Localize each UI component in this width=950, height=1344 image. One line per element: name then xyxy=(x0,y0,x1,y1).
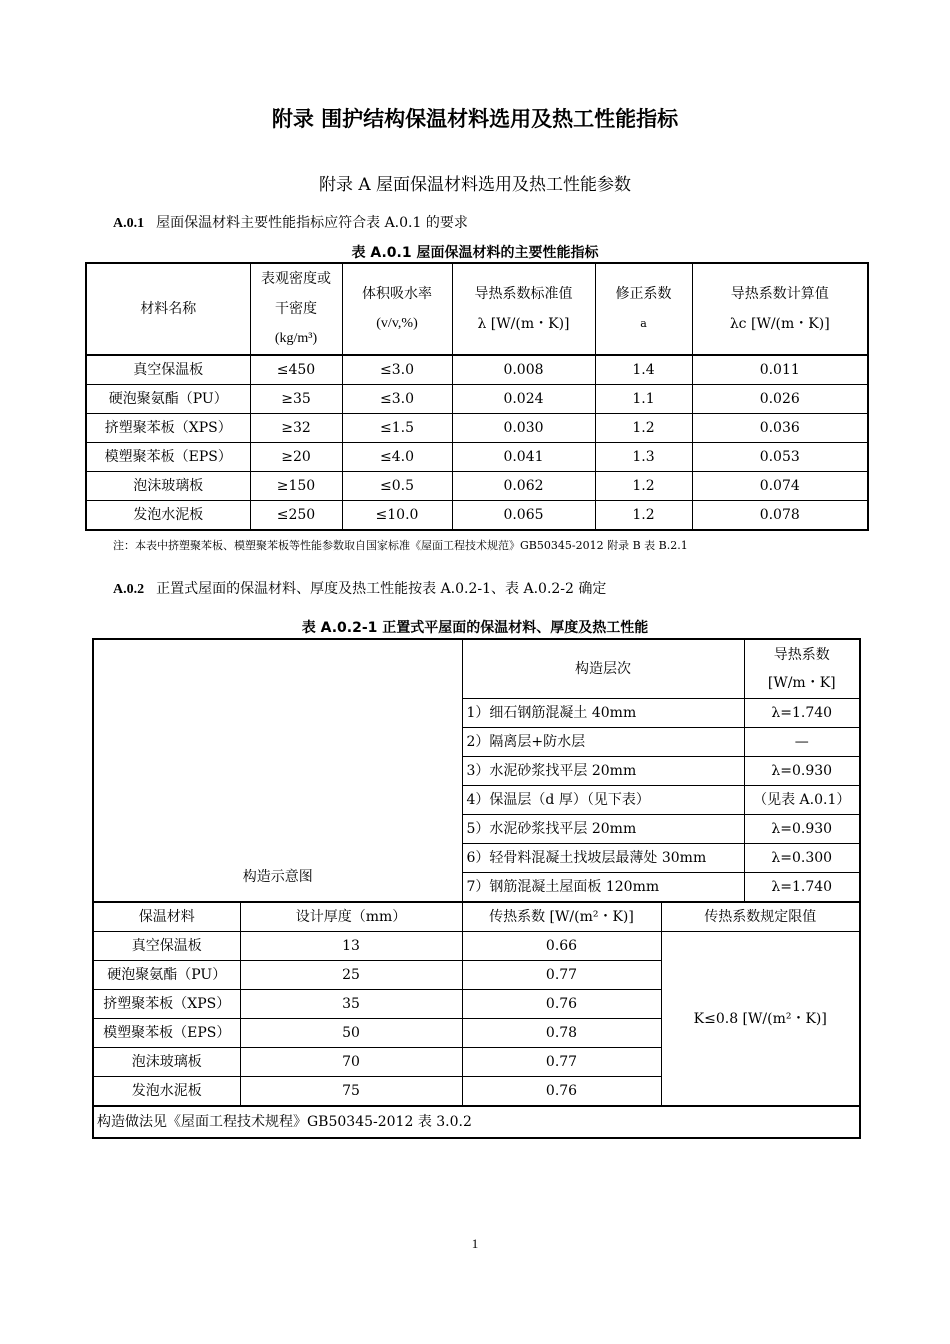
header-density-line1: 表观密度或 xyxy=(261,271,331,287)
cell-calc: 0.078 xyxy=(692,501,868,531)
cell-u-value: 0.78 xyxy=(462,1019,661,1048)
header-water-line1: 体积吸水率 xyxy=(362,286,432,302)
header-u-value: 传热系数 [W/(m²・K)] xyxy=(462,902,661,932)
layer-name: 7）钢筋混凝土屋面板 120mm xyxy=(462,873,744,903)
table2-footer: 构造做法见《屋面工程技术规程》GB50345-2012 表 3.0.2 xyxy=(93,1106,860,1138)
cell-material: 真空保温板 xyxy=(93,932,240,961)
layer-conductivity: λ=1.740 xyxy=(744,699,860,728)
cell-thickness: 13 xyxy=(240,932,462,961)
header-density xyxy=(250,263,342,355)
header-std-line1: 导热系数标准值 xyxy=(474,286,573,302)
header-material-name: 材料名称 xyxy=(86,263,250,355)
header-density-line3: (kg/m³) xyxy=(274,331,318,346)
cell-u-value: 0.77 xyxy=(462,961,661,990)
table1-header-row xyxy=(86,263,868,355)
layer-name: 2）隔离层+防水层 xyxy=(462,728,744,757)
header-thickness: 设计厚度（mm） xyxy=(240,902,462,932)
table-row xyxy=(86,443,868,472)
header-corr-line1: 修正系数 xyxy=(615,286,672,302)
table2-footer-row xyxy=(93,1106,860,1138)
header-conductivity-calculated xyxy=(692,263,868,355)
cell-std: 0.062 xyxy=(452,472,595,501)
cell-material: 挤塑聚苯板（XPS） xyxy=(93,990,240,1019)
header-k-line2: [W/m・K] xyxy=(767,675,836,691)
table-row xyxy=(86,472,868,501)
appendix-subtitle: 附录 A 屋面保温材料选用及热工性能参数 xyxy=(318,175,632,195)
cell-material: 硬泡聚氨酯（PU） xyxy=(86,385,250,414)
cell-std: 0.041 xyxy=(452,443,595,472)
layer-conductivity: （见表 A.0.1） xyxy=(744,786,860,815)
cell-thickness: 50 xyxy=(240,1019,462,1048)
cell-corr: 1.3 xyxy=(595,443,692,472)
section-text: 屋面保温材料主要性能指标应符合表 A.0.1 的要求 xyxy=(156,215,468,231)
cell-water: ≤4.0 xyxy=(342,443,452,472)
cell-density: ≥20 xyxy=(250,443,342,472)
cell-density: ≤450 xyxy=(250,355,342,385)
layer-conductivity: — xyxy=(744,728,860,757)
section-a01 xyxy=(113,212,468,232)
cell-calc: 0.074 xyxy=(692,472,868,501)
table1-caption: 表 A.0.1 屋面保温材料的主要性能指标 xyxy=(351,245,599,261)
table1-note: 注：本表中挤塑聚苯板、模塑聚苯板等性能参数取自国家标准《屋面工程技术规范》GB50345-2012 附录 B 表 B.2.1 xyxy=(113,539,688,552)
table-row xyxy=(93,932,860,961)
layer-name: 4）保温层（d 厚）（见下表） xyxy=(462,786,744,815)
cell-material: 模塑聚苯板（EPS） xyxy=(93,1019,240,1048)
layers-header-row xyxy=(93,639,860,699)
cell-thickness: 25 xyxy=(240,961,462,990)
cell-water: ≤3.0 xyxy=(342,355,452,385)
section-code: A.0.1 xyxy=(113,216,145,231)
cell-corr: 1.2 xyxy=(595,501,692,531)
table2 xyxy=(92,638,861,1139)
table-row xyxy=(86,355,868,385)
cell-calc: 0.053 xyxy=(692,443,868,472)
layer-conductivity: λ=1.740 xyxy=(744,873,860,903)
cell-material: 发泡水泥板 xyxy=(93,1077,240,1107)
layer-name: 1）细石钢筋混凝土 40mm xyxy=(462,699,744,728)
cell-corr: 1.1 xyxy=(595,385,692,414)
materials-header-row xyxy=(93,902,860,932)
cell-density: ≥32 xyxy=(250,414,342,443)
cell-calc: 0.026 xyxy=(692,385,868,414)
header-water-line2: (v/v,%) xyxy=(376,316,418,331)
header-conductivity-standard xyxy=(452,263,595,355)
cell-corr: 1.2 xyxy=(595,414,692,443)
construction-diagram xyxy=(93,639,462,902)
cell-corr: 1.2 xyxy=(595,472,692,501)
header-calc-line2: λc [W/(m・K)] xyxy=(729,316,830,332)
diagram-label: 构造示意图 xyxy=(242,869,313,885)
cell-density: ≥35 xyxy=(250,385,342,414)
header-water-absorption xyxy=(342,263,452,355)
header-correction-factor xyxy=(595,263,692,355)
section-text: 正置式屋面的保温材料、厚度及热工性能按表 A.0.2-1、表 A.0.2-2 确定 xyxy=(156,581,607,597)
cell-water: ≤0.5 xyxy=(342,472,452,501)
cell-std: 0.008 xyxy=(452,355,595,385)
cell-std: 0.065 xyxy=(452,501,595,531)
section-a02 xyxy=(113,578,606,598)
table-row xyxy=(86,414,868,443)
cell-thickness: 75 xyxy=(240,1077,462,1107)
cell-u-value: 0.77 xyxy=(462,1048,661,1077)
header-std-line2: λ [W/(m・K)] xyxy=(477,316,570,332)
layer-conductivity: λ=0.300 xyxy=(744,844,860,873)
cell-thickness: 35 xyxy=(240,990,462,1019)
cell-density: ≤250 xyxy=(250,501,342,531)
header-conductivity xyxy=(744,639,860,699)
header-k-line1: 导热系数 xyxy=(773,647,830,663)
cell-corr: 1.4 xyxy=(595,355,692,385)
cell-u-value: 0.76 xyxy=(462,990,661,1019)
layer-conductivity: λ=0.930 xyxy=(744,757,860,786)
cell-thickness: 70 xyxy=(240,1048,462,1077)
cell-material: 泡沫玻璃板 xyxy=(93,1048,240,1077)
header-limit: 传热系数规定限值 xyxy=(661,902,860,932)
page-title: 附录 围护结构保温材料选用及热工性能指标 xyxy=(271,107,679,131)
layer-name: 3）水泥砂浆找平层 20mm xyxy=(462,757,744,786)
cell-material: 挤塑聚苯板（XPS） xyxy=(86,414,250,443)
layer-name: 6）轻骨料混凝土找坡层最薄处 30mm xyxy=(462,844,744,873)
table2-caption: 表 A.0.2-1 正置式平屋面的保温材料、厚度及热工性能 xyxy=(301,620,649,636)
page-number: 1 xyxy=(471,1236,479,1251)
cell-limit-value: K≤0.8 [W/(m²・K)] xyxy=(661,932,860,1107)
cell-calc: 0.036 xyxy=(692,414,868,443)
layer-name: 5）水泥砂浆找平层 20mm xyxy=(462,815,744,844)
cell-material: 泡沫玻璃板 xyxy=(86,472,250,501)
cell-std: 0.024 xyxy=(452,385,595,414)
cell-calc: 0.011 xyxy=(692,355,868,385)
section-code: A.0.2 xyxy=(113,582,145,597)
header-layers: 构造层次 xyxy=(462,639,744,699)
header-material: 保温材料 xyxy=(93,902,240,932)
cell-water: ≤10.0 xyxy=(342,501,452,531)
layer-conductivity: λ=0.930 xyxy=(744,815,860,844)
cell-std: 0.030 xyxy=(452,414,595,443)
header-calc-line1: 导热系数计算值 xyxy=(730,286,829,302)
cell-water: ≤3.0 xyxy=(342,385,452,414)
cell-density: ≥150 xyxy=(250,472,342,501)
cell-material: 硬泡聚氨酯（PU） xyxy=(93,961,240,990)
cell-material: 真空保温板 xyxy=(86,355,250,385)
cell-material: 发泡水泥板 xyxy=(86,501,250,531)
cell-u-value: 0.66 xyxy=(462,932,661,961)
cell-water: ≤1.5 xyxy=(342,414,452,443)
table1 xyxy=(85,262,869,531)
header-density-line2: 干密度 xyxy=(275,301,317,317)
header-corr-line2: a xyxy=(640,317,647,330)
cell-material: 模塑聚苯板（EPS） xyxy=(86,443,250,472)
table-row xyxy=(86,385,868,414)
table-row xyxy=(86,501,868,531)
cell-u-value: 0.76 xyxy=(462,1077,661,1107)
